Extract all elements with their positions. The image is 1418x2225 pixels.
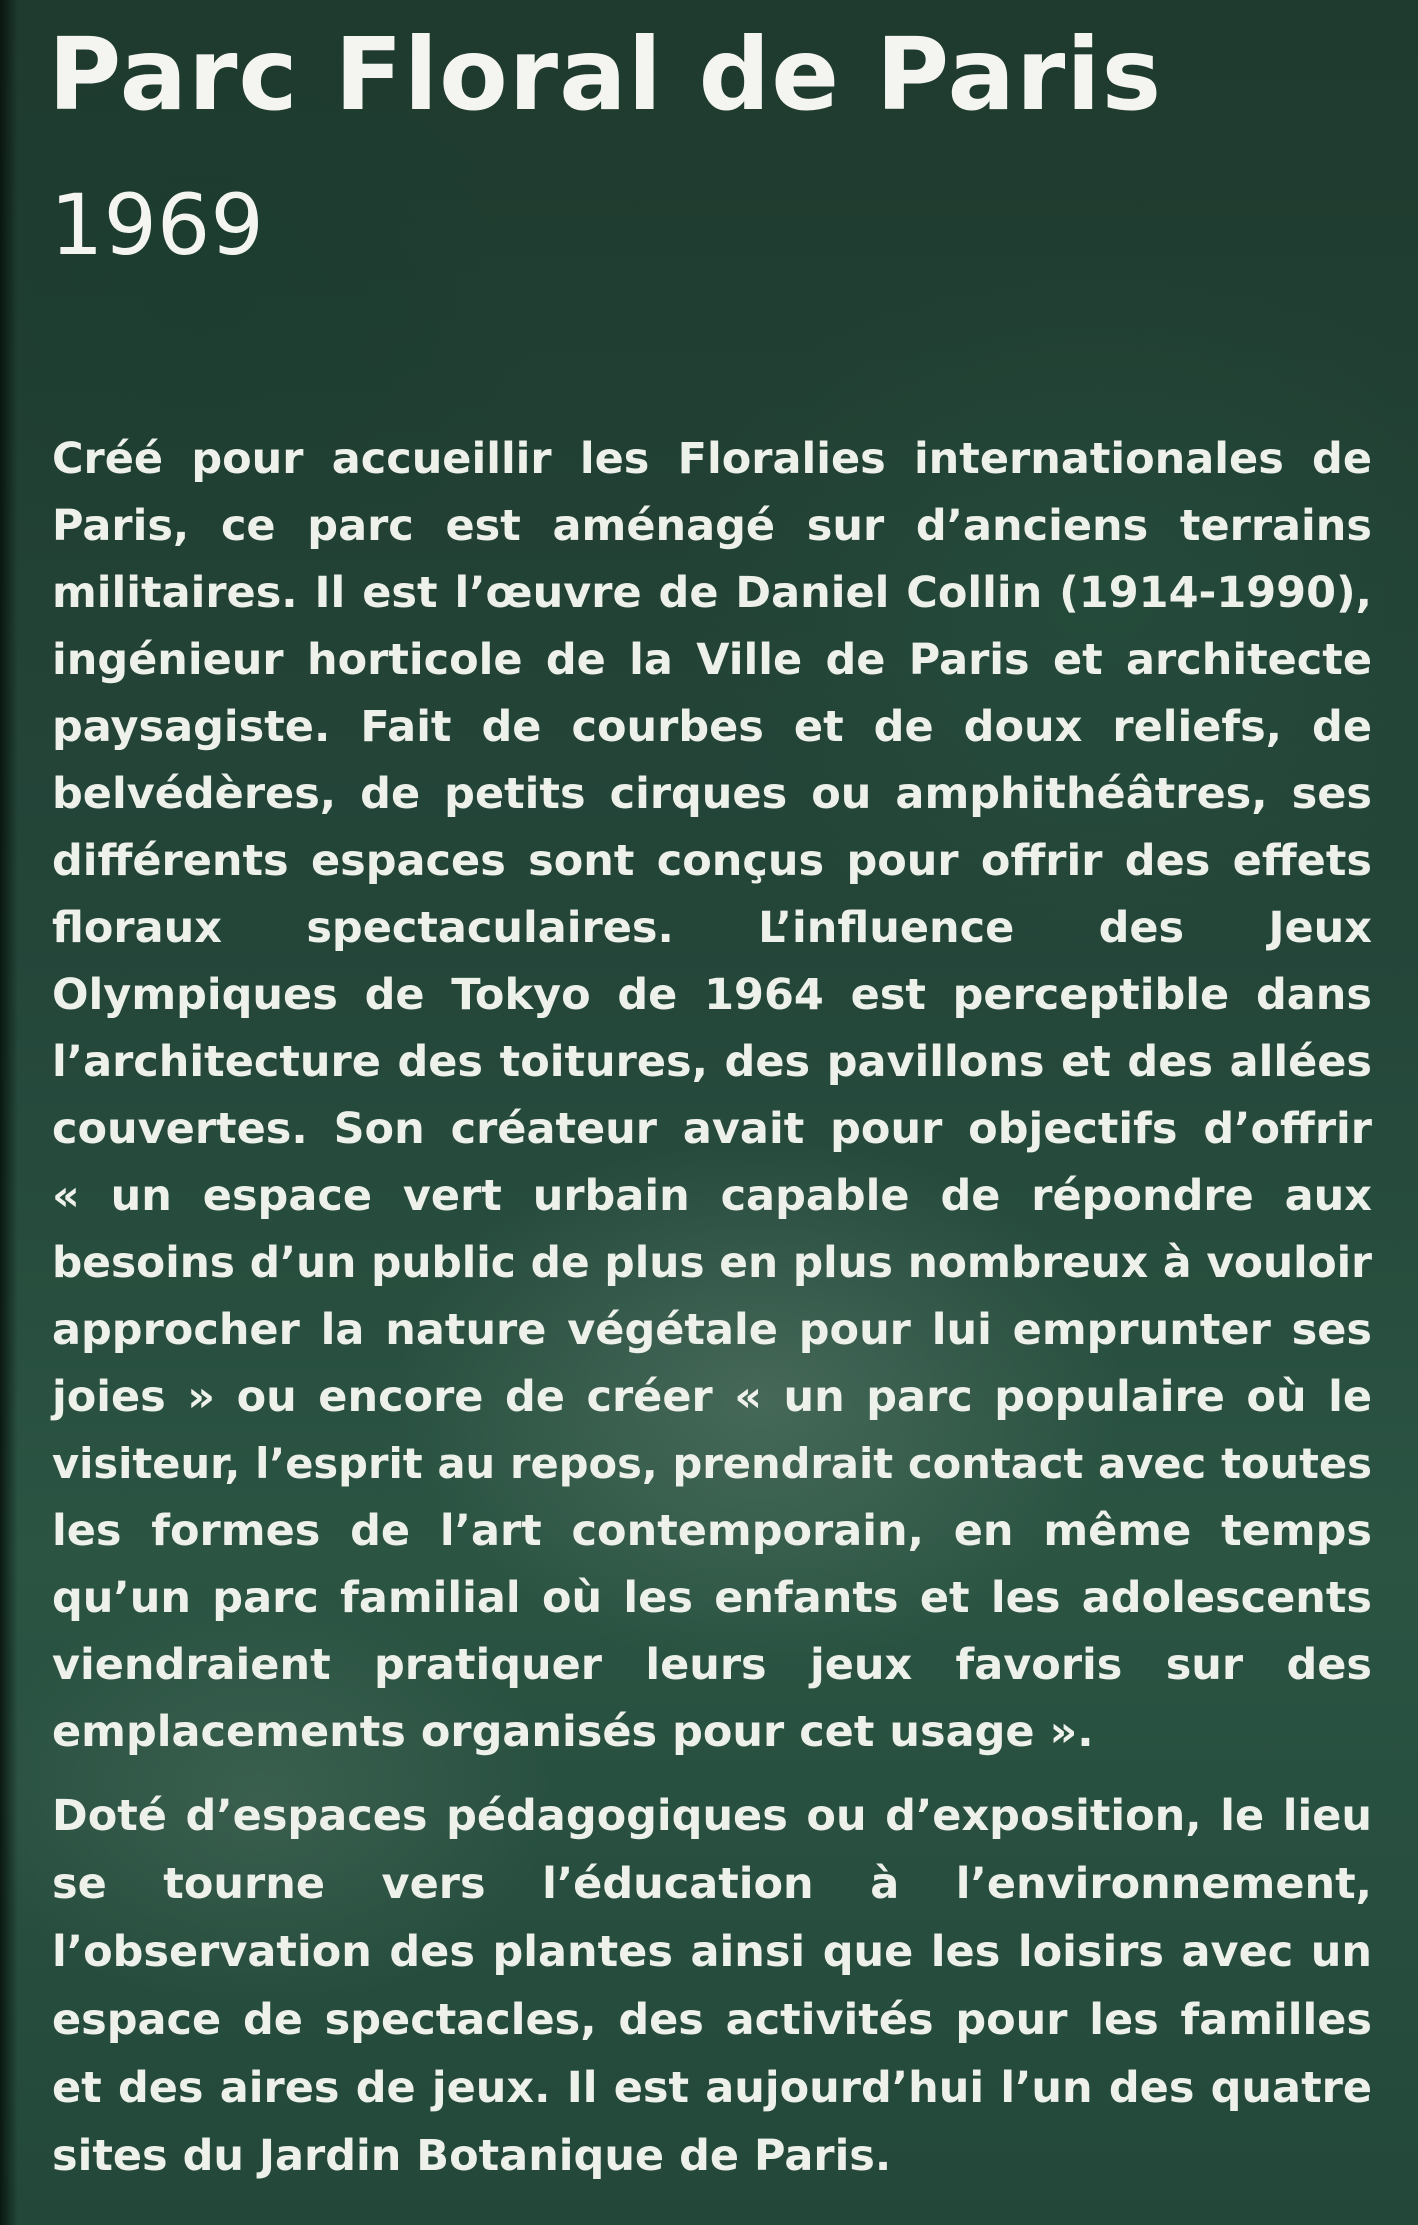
paragraph-1-line: qu’un parc familial où les enfants et les adolescents xyxy=(52,1573,1372,1623)
paragraph-2-line: Doté d’espaces pédagogiques ou d’exposition, le lieu xyxy=(52,1791,1372,1841)
paragraph-1-line: joies » ou encore de créer « un parc populaire où le xyxy=(52,1372,1372,1422)
paragraph-1-line: approcher la nature végétale pour lui emprunter ses xyxy=(52,1305,1372,1355)
paragraph-1-line: visiteur, l’esprit au repos, prendrait contact avec toutes xyxy=(52,1439,1372,1488)
paragraph-2-line: sites du Jardin Botanique de Paris. xyxy=(52,2131,892,2181)
paragraph-1-line: différents espaces sont conçus pour offrir des effets xyxy=(52,836,1372,886)
paragraph-2-line: espace de spectacles, des activités pour les familles xyxy=(52,1995,1372,2045)
paragraph-1-line: ingénieur horticole de la Ville de Paris et architecte xyxy=(52,635,1372,685)
sign-year: 1969 xyxy=(50,176,264,274)
paragraph-1-line: Paris, ce parc est aménagé sur d’anciens terrains xyxy=(52,501,1372,551)
paragraph-1-line: les formes de l’art contemporain, en même temps xyxy=(52,1506,1372,1556)
paragraph-2-line: et des aires de jeux. Il est aujourd’hui l’un des quatre xyxy=(52,2063,1372,2113)
paragraph-1-line: militaires. Il est l’œuvre de Daniel Collin (1914-1990), xyxy=(52,568,1372,618)
paragraph-1-line: besoins d’un public de plus en plus nombreux à vouloir xyxy=(52,1238,1372,1287)
paragraph-1-line: Créé pour accueillir les Floralies internationales de xyxy=(52,434,1372,484)
paragraph-1-line: « un espace vert urbain capable de répondre aux xyxy=(52,1171,1372,1221)
paragraph-1-line: emplacements organisés pour cet usage ». xyxy=(52,1707,1094,1757)
panel-edge-shadow xyxy=(0,0,18,2225)
paragraph-1-line: viendraient pratiquer leurs jeux favoris sur des xyxy=(52,1640,1372,1690)
paragraph-2-line: se tourne vers l’éducation à l’environnement, xyxy=(52,1859,1372,1909)
paragraph-1-line: belvédères, de petits cirques ou amphithéâtres, ses xyxy=(52,769,1372,819)
paragraph-1-line: couvertes. Son créateur avait pour objectifs d’offrir xyxy=(52,1104,1372,1154)
paragraph-1-line: paysagiste. Fait de courbes et de doux reliefs, de xyxy=(52,702,1372,752)
paragraph-1-line: floraux spectaculaires. L’influence des Jeux xyxy=(52,903,1372,953)
paragraph-1-line: Olympiques de Tokyo de 1964 est perceptible dans xyxy=(52,970,1372,1020)
paragraph-2-line: l’observation des plantes ainsi que les loisirs avec un xyxy=(52,1927,1372,1977)
paragraph-1-line: l’architecture des toitures, des pavillons et des allées xyxy=(52,1037,1372,1087)
sign-title: Parc Floral de Paris xyxy=(48,16,1163,133)
